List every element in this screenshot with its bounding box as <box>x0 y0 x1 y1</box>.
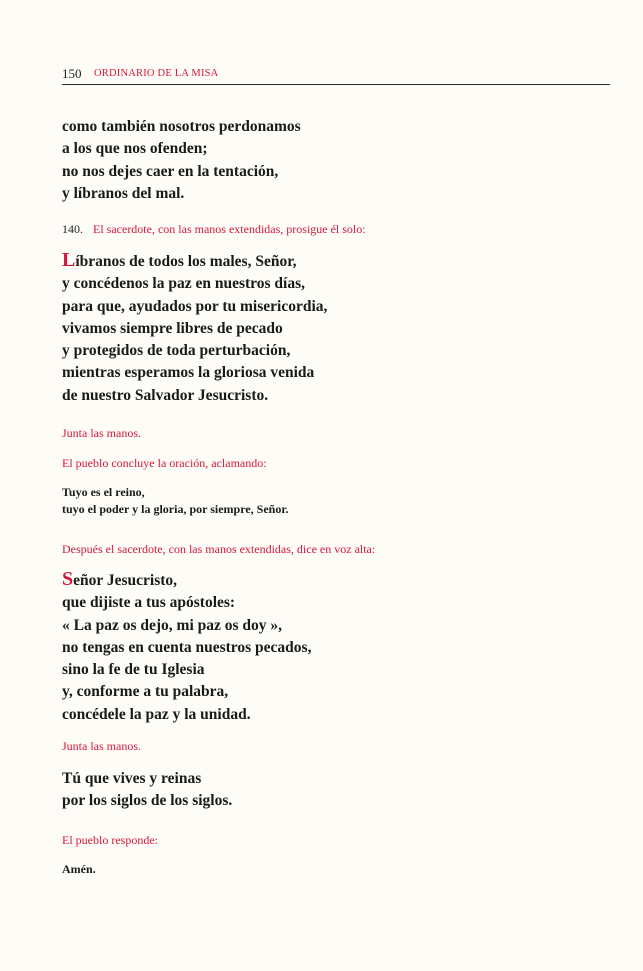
prayer-line: « La paz os dejo, mi paz os doy », <box>62 616 283 634</box>
rubric-pueblo-concluye: El pueblo concluye la oración, aclamando: <box>62 456 267 470</box>
red-initial: L <box>62 249 76 271</box>
prayer-line: a los que nos ofenden; <box>62 140 208 158</box>
prayer-line: vivamos siempre libres de pecado <box>62 319 283 337</box>
prayer-line <box>62 568 610 592</box>
prayer-paragraph-4 <box>62 768 610 813</box>
prayer-line: como también nosotros perdonamos <box>62 118 301 135</box>
rubric-junta-las-manos: Junta las manos. <box>62 426 141 440</box>
prayer-line: que dijiste a tus apóstoles: <box>62 594 236 612</box>
prayer-paragraph-2 <box>62 249 610 407</box>
prayer-line: mientras esperamos la gloriosa venida <box>62 364 315 382</box>
people-response-1 <box>62 484 610 518</box>
rubric-140 <box>62 221 610 237</box>
red-initial: S <box>62 568 74 590</box>
prayer-line: y líbranos del mal. <box>62 184 185 202</box>
prayer-line: de nuestro Salvador Jesucristo. <box>62 386 269 404</box>
running-title: ORDINARIO DE LA MISA <box>94 68 219 79</box>
section-number: 140. <box>62 222 83 236</box>
response-line: Tuyo es el reino, <box>62 485 145 499</box>
page-number: 150 <box>62 66 82 81</box>
rubric-despues: Después el sacerdote, con las manos extendidas, dice en voz alta: <box>62 542 376 556</box>
prayer-line: concédele la paz y la unidad. <box>62 705 251 723</box>
prayer-line-rest: eñor Jesucristo, <box>73 572 178 589</box>
rubric-junta-las-manos-2: Junta las manos. <box>62 739 141 753</box>
response-line: tuyo el poder y la gloria, por siempre, Señor. <box>62 502 289 516</box>
rubric-pueblo-responde: El pueblo responde: <box>62 833 158 847</box>
prayer-line: y protegidos de toda perturbación, <box>62 342 291 360</box>
people-response-amen: Amén. <box>62 862 96 876</box>
prayer-line: no tengas en cuenta nuestros pecados, <box>62 638 312 656</box>
prayer-line: no nos dejes caer en la tentación, <box>62 162 279 180</box>
prayer-line-rest: íbranos de todos los males, Señor, <box>75 253 297 270</box>
prayer-line: sino la fe de tu Iglesia <box>62 661 205 679</box>
running-header <box>62 66 610 85</box>
prayer-line <box>62 249 610 273</box>
prayer-line: por los siglos de los siglos. <box>62 792 233 810</box>
prayer-line: para que, ayudados por tu misericordia, <box>62 297 328 315</box>
prayer-paragraph-1 <box>62 116 610 205</box>
prayer-line: y, conforme a tu palabra, <box>62 683 229 701</box>
prayer-paragraph-3 <box>62 568 610 726</box>
prayer-line: y concédenos la paz en nuestros días, <box>62 275 305 293</box>
prayer-line: Tú que vives y reinas <box>62 770 202 787</box>
rubric-text: El sacerdote, con las manos extendidas, prosigue él solo: <box>93 222 366 236</box>
